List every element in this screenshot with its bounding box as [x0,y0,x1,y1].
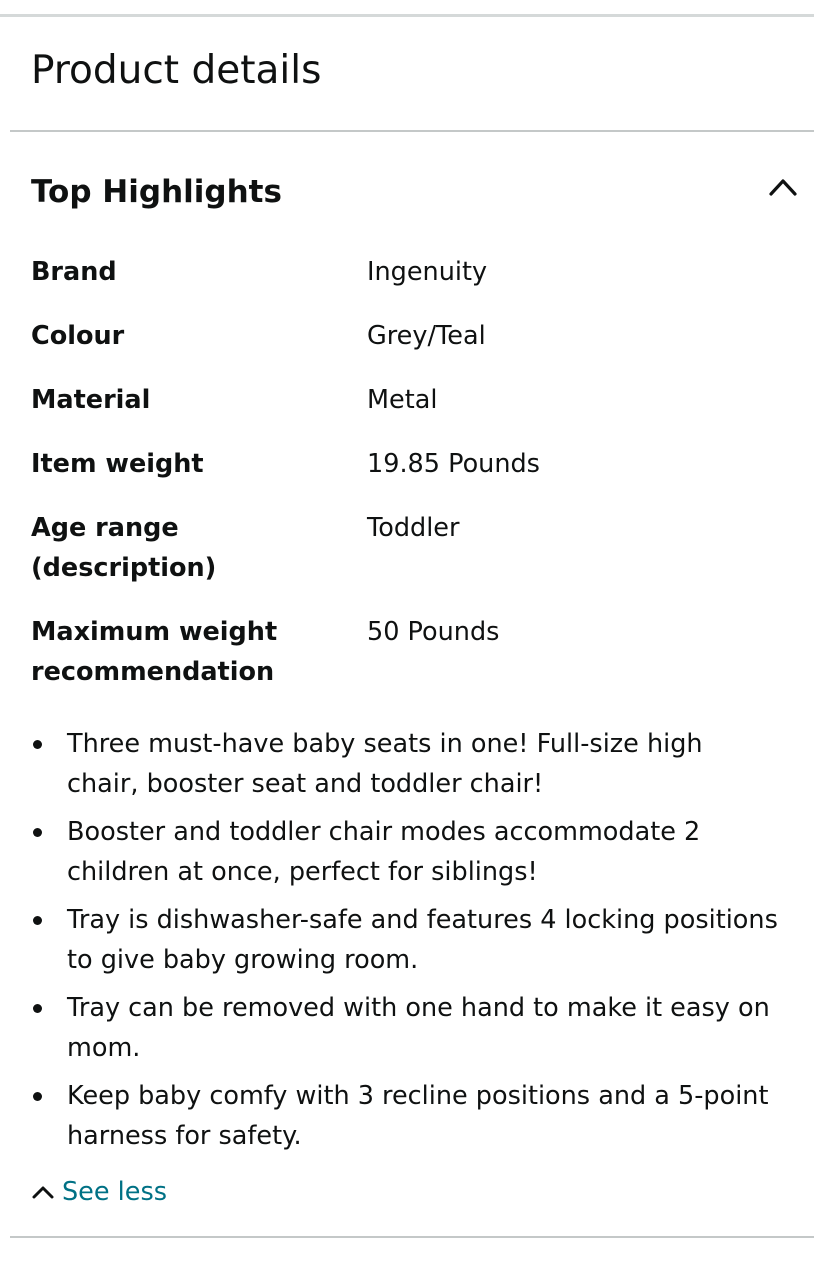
bullet-item [31,900,779,980]
spec-table [31,252,791,716]
spec-label: Maximum weight recommendation [31,617,278,687]
bullet-item [31,1076,779,1156]
bullet-text: Booster and toddler chair modes accommodate 2 children at once, perfect for siblings! [67,817,701,887]
spec-label: Material [31,385,151,415]
top-divider [0,14,814,17]
spec-row [31,612,791,716]
bullet-text: Keep baby comfy with 3 recline positions and a 5-point harness for safety. [67,1081,769,1151]
page-title: Product details [31,48,322,93]
bullet-dot [33,828,42,837]
highlight-bullets [31,724,779,1164]
spec-row [31,508,791,612]
bullet-text: Tray can be removed with one hand to make it easy on mom. [67,993,770,1063]
title-divider [10,130,814,132]
bullet-dot [33,1092,42,1101]
bullet-dot [33,916,42,925]
see-less-link[interactable] [31,1172,167,1212]
spec-value: 19.85 Pounds [367,449,540,479]
bullet-dot [33,740,42,749]
spec-label: Age range (description) [31,513,217,583]
chevron-up-icon [31,1182,55,1202]
spec-value: Ingenuity [367,257,488,287]
bullet-text: Tray is dishwasher-safe and features 4 locking positions to give baby growing room. [67,905,778,975]
spec-value: Grey/Teal [367,321,486,351]
spec-row [31,316,791,380]
spec-value: Metal [367,385,438,415]
see-less-label: See less [62,1177,168,1207]
spec-label: Item weight [31,449,204,479]
top-highlights-header[interactable] [0,160,814,224]
section-title: Top Highlights [31,174,282,210]
spec-label: Brand [31,257,117,287]
bullet-item [31,988,779,1068]
spec-value: Toddler [367,513,460,543]
chevron-up-icon[interactable] [765,172,801,200]
spec-value: 50 Pounds [367,617,500,647]
spec-label: Colour [31,321,125,351]
bullet-text: Three must-have baby seats in one! Full-size high chair, booster seat and toddler chair! [67,729,703,799]
spec-row [31,444,791,508]
bottom-divider [10,1236,814,1238]
spec-row [31,380,791,444]
bullet-item [31,812,779,892]
spec-row [31,252,791,316]
bullet-item [31,724,779,804]
bullet-dot [33,1004,42,1013]
